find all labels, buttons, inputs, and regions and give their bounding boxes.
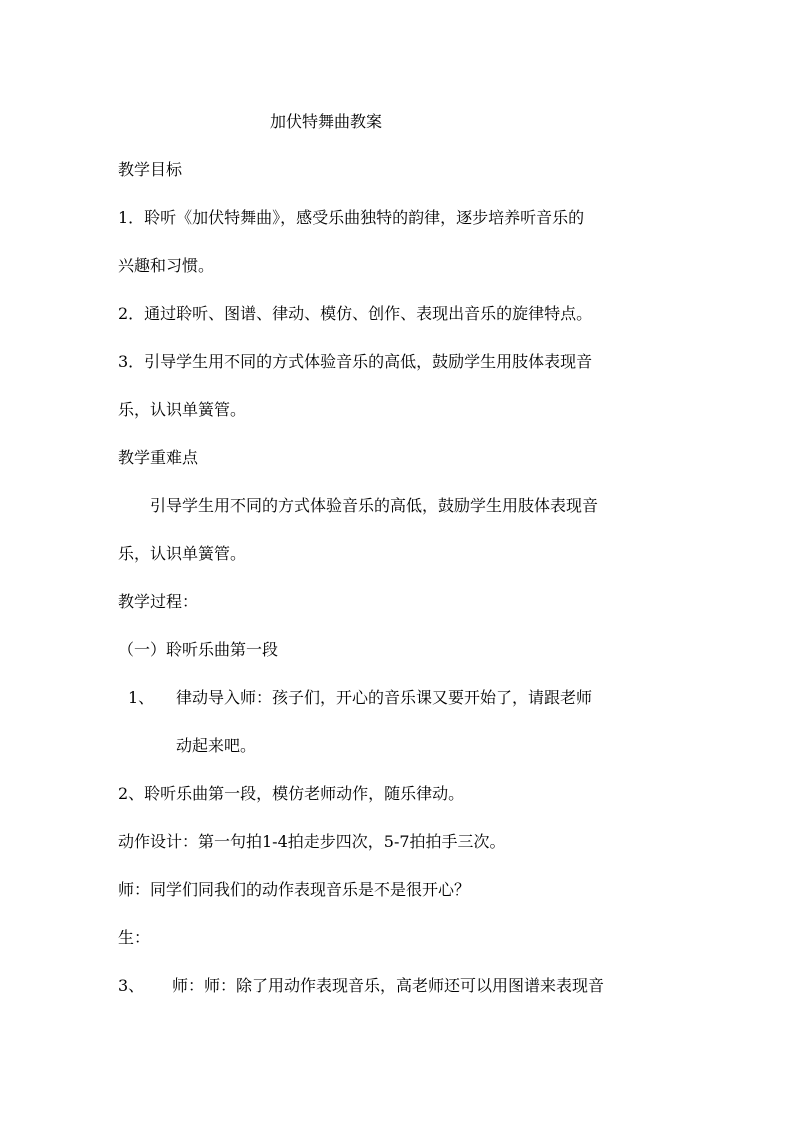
process-heading: 教学过程：	[118, 592, 199, 611]
goals-heading: 教学目标	[118, 160, 183, 179]
goal-3-line-2: 乐，认识单簧管。	[118, 400, 247, 419]
student-response: 生：	[118, 928, 151, 947]
step-2: 2、聆听乐曲第一段，模仿老师动作，随乐律动。	[118, 784, 465, 803]
teacher-question: 师：同学们同我们的动作表现音乐是不是很开心？	[118, 880, 471, 899]
action-design: 动作设计：第一句拍1-4拍走步四次，5-7拍拍手三次。	[118, 832, 506, 851]
part-1-heading: （一）聆听乐曲第一段	[118, 640, 279, 659]
goal-1-line-2: 兴趣和习惯。	[118, 256, 215, 275]
goal-3-line-1: 3．引导学生用不同的方式体验音乐的高低，鼓励学生用肢体表现音	[118, 352, 593, 371]
document-title: 加伏特舞曲教案	[270, 112, 383, 131]
key-points-line-1: 引导学生用不同的方式体验音乐的高低，鼓励学生用肢体表现音	[150, 496, 599, 515]
step-1-number: 1、	[128, 688, 155, 707]
step-1-line-2: 动起来吧。	[176, 736, 257, 755]
step-3-number: 3、	[118, 976, 145, 995]
key-points-line-2: 乐，认识单簧管。	[118, 544, 247, 563]
goal-1-line-1: 1．聆听《加伏特舞曲》，感受乐曲独特的韵律，逐步培养听音乐的	[118, 208, 585, 227]
key-points-heading: 教学重难点	[118, 448, 199, 467]
step-3-line-1: 师：师：除了用动作表现音乐，高老师还可以用图谱来表现音	[172, 976, 605, 995]
step-1-line-1: 律动导入师：孩子们，开心的音乐课又要开始了，请跟老师	[176, 688, 593, 707]
goal-2: 2．通过聆听、图谱、律动、模仿、创作、表现出音乐的旋律特点。	[118, 304, 593, 323]
